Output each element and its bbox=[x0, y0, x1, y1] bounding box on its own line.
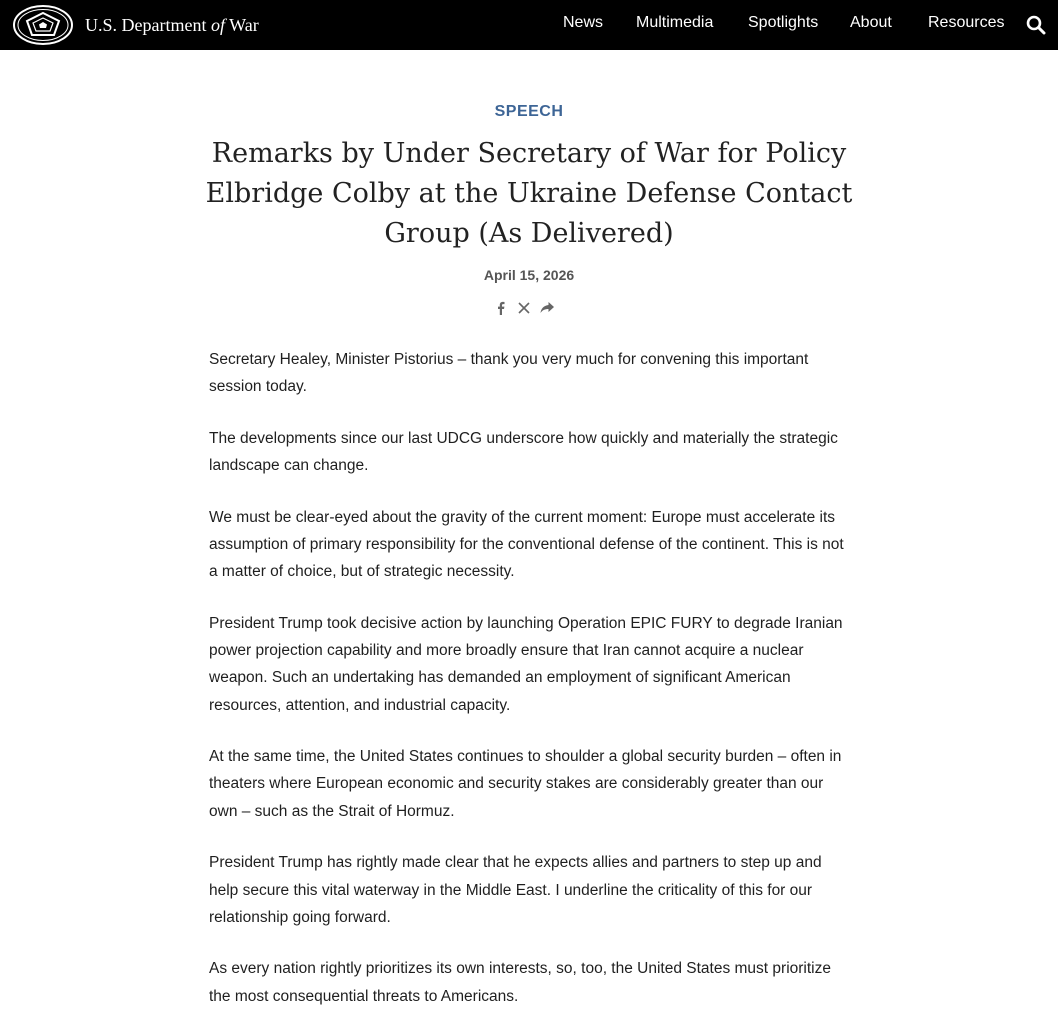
nav-multimedia[interactable]: Multimedia bbox=[636, 14, 714, 31]
brand-home-link[interactable] bbox=[13, 4, 259, 46]
share-icon[interactable] bbox=[539, 300, 555, 316]
nav-news[interactable]: News bbox=[563, 14, 604, 31]
share-bar bbox=[491, 300, 561, 318]
x-icon[interactable] bbox=[516, 300, 532, 316]
article-date: April 15, 2026 bbox=[483, 267, 575, 283]
article-paragraph: President Trump took decisive action by launching Operation EPIC FURY to degrade Iranian power projection capability and more broadly ensure that Iran cannot acquire a nuclear weapon. Such an undertaking has demanded an employment of significant American resources, attention, and industrial capacity. bbox=[209, 614, 843, 714]
nav-resources[interactable]: Resources bbox=[928, 14, 1005, 31]
article-paragraph: President Trump has rightly made clear that he expects allies and partners to step up and help secure this vital waterway in the Middle East. I underline the criticality of this for our relationship going forward. bbox=[209, 854, 822, 926]
facebook-icon[interactable] bbox=[493, 300, 509, 316]
nav-about[interactable]: About bbox=[850, 14, 892, 31]
article-category: SPEECH bbox=[494, 103, 564, 120]
nav-spotlights[interactable]: Spotlights bbox=[748, 14, 819, 31]
search-icon[interactable] bbox=[1026, 15, 1046, 35]
article-paragraph: We must be clear-eyed about the gravity of the current moment: Europe must accelerate its assumption of primary responsibility for the conventional defense of the continent. This is not a matter of choice, but of strategic necessity. bbox=[209, 508, 844, 581]
article-paragraph: Secretary Healey, Minister Pistorius – thank you very much for convening this important session today. bbox=[209, 351, 809, 396]
article-body bbox=[209, 346, 853, 1034]
article-paragraph: As every nation rightly prioritizes its own interests, so, too, the United States must prioritize the most consequential threats to Americans. bbox=[209, 960, 831, 1005]
article-paragraph: The developments since our last UDCG underscore how quickly and materially the strategic landscape can change. bbox=[209, 429, 838, 475]
article-title: Remarks by Under Secretary of War for Policy Elbridge Colby at the Ukraine Defense Contact Group (As Delivered) bbox=[205, 138, 853, 249]
site-header bbox=[0, 0, 1058, 50]
pentagon-seal-icon bbox=[13, 5, 73, 45]
article-paragraph: At the same time, the United States continues to shoulder a global security burden – often in theaters where European economic and security stakes are considerably greater than our own – such as the Strait of Hormuz. bbox=[209, 748, 842, 820]
brand-name: U.S. Department of War bbox=[85, 14, 259, 35]
